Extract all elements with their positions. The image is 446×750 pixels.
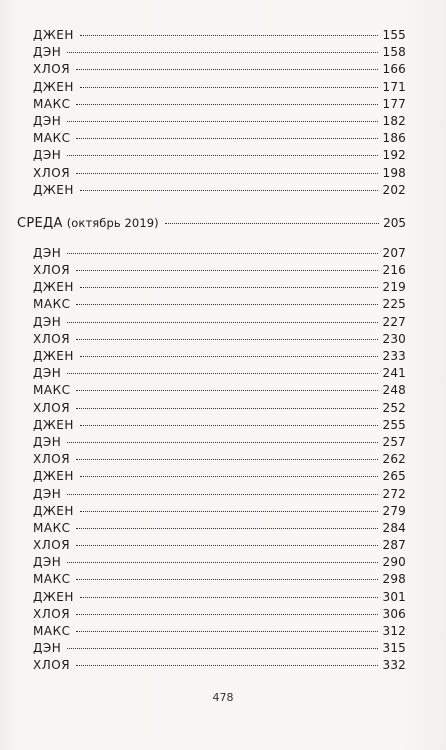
entry-chapter-name: ХЛОЯ (33, 606, 71, 621)
section-title: СРЕДА (17, 215, 63, 231)
toc-entry (33, 435, 406, 452)
entry-page-number: 257 (382, 434, 406, 449)
entry-page-number: 233 (382, 349, 406, 363)
toc-entry (33, 80, 406, 97)
dot-leader (76, 339, 378, 340)
dot-leader (67, 562, 378, 563)
entry-chapter-name: ДЭН (33, 314, 62, 329)
dot-leader (76, 270, 378, 271)
dot-leader (67, 373, 378, 374)
entry-page-number: 262 (382, 452, 406, 467)
entry-chapter-name: ХЛОЯ (33, 400, 71, 415)
toc-entry (33, 366, 406, 383)
dot-leader (80, 87, 379, 88)
entry-chapter-name: МАКС (33, 520, 71, 535)
toc-entry (33, 590, 406, 607)
entry-chapter-name: МАКС (33, 383, 71, 398)
toc-entry (33, 114, 406, 131)
entry-page-number: 241 (382, 366, 406, 381)
toc-entry (33, 131, 406, 148)
entry-page-number: 230 (382, 331, 406, 346)
dot-leader (80, 511, 379, 512)
toc-entry (33, 315, 406, 332)
dot-leader (76, 173, 378, 174)
dot-leader (67, 253, 378, 254)
dot-leader (67, 442, 378, 443)
dot-leader (76, 304, 378, 305)
entry-chapter-name: ДЖЕН (33, 182, 74, 197)
entry-chapter-name: ДЭН (33, 555, 62, 570)
entry-page-number: 255 (382, 417, 406, 432)
dot-leader (80, 287, 379, 288)
dot-leader (67, 322, 378, 323)
toc-entry (33, 246, 406, 263)
toc-entry (33, 263, 406, 280)
toc-entry (33, 166, 406, 183)
entry-page-number: 177 (382, 96, 406, 111)
toc-group-2 (33, 246, 406, 676)
entry-page-number: 290 (382, 555, 406, 570)
dot-leader (76, 104, 378, 105)
toc-entry (33, 297, 406, 314)
entry-chapter-name: МАКС (33, 572, 71, 587)
toc-entry (33, 469, 406, 486)
toc-entry (33, 658, 406, 675)
dot-leader (76, 579, 378, 580)
entry-chapter-name: МАКС (33, 297, 71, 312)
entry-page-number: 158 (382, 45, 406, 60)
toc-group-1 (33, 28, 406, 200)
dot-leader (80, 425, 379, 426)
entry-page-number: 202 (382, 182, 406, 197)
entry-page-number: 207 (382, 245, 406, 260)
entry-page-number: 315 (382, 641, 406, 656)
dot-leader (67, 494, 378, 495)
toc-entry (33, 555, 406, 572)
dot-leader (76, 69, 378, 70)
entry-page-number: 298 (382, 572, 406, 587)
entry-chapter-name: МАКС (33, 624, 71, 638)
entry-chapter-name: ДЖЕН (33, 79, 74, 94)
dot-leader (80, 597, 379, 598)
entry-page-number: 284 (382, 520, 406, 535)
entry-chapter-name: ХЛОЯ (33, 62, 71, 77)
toc-entry (33, 418, 406, 435)
dot-leader (165, 223, 379, 224)
toc-entry (33, 572, 406, 589)
toc-entry (33, 452, 406, 469)
entry-chapter-name: ДЭН (33, 486, 62, 501)
entry-chapter-name: ДЭН (33, 366, 62, 381)
entry-page-number: 192 (382, 148, 406, 163)
entry-page-number: 332 (382, 658, 406, 673)
toc-entry (33, 148, 406, 165)
entry-chapter-name: ДЭН (33, 434, 62, 449)
entry-page-number: 279 (382, 503, 406, 518)
dot-leader (76, 545, 378, 546)
entry-chapter-name: ХЛОЯ (33, 165, 71, 180)
entry-chapter-name: МАКС (33, 131, 71, 146)
toc-entry (33, 97, 406, 114)
entry-page-number: 155 (382, 28, 406, 42)
entry-chapter-name: ХЛОЯ (33, 331, 71, 346)
toc-section-heading (17, 216, 406, 233)
entry-chapter-name: ДЭН (33, 245, 62, 260)
toc-entry (33, 521, 406, 538)
page-folio: 478 (212, 691, 234, 704)
entry-page-number: 227 (382, 314, 406, 329)
toc-entry (33, 280, 406, 297)
dot-leader (76, 614, 378, 615)
dot-leader (80, 35, 379, 36)
entry-chapter-name: ДЭН (33, 45, 62, 60)
entry-page-number: 225 (382, 297, 406, 312)
section-page-number: 205 (383, 215, 406, 230)
entry-page-number: 198 (382, 165, 406, 180)
table-of-contents (17, 28, 406, 676)
section-subtitle: (октябрь 2019) (66, 215, 159, 230)
toc-entry (33, 624, 406, 641)
toc-entry (33, 383, 406, 400)
entry-chapter-name: ХЛОЯ (33, 538, 71, 553)
entry-chapter-name: ДЖЕН (33, 589, 74, 604)
toc-entry (33, 28, 406, 45)
toc-entry (33, 349, 406, 366)
dot-leader (76, 665, 378, 666)
entry-chapter-name: ДЭН (33, 113, 62, 128)
dot-leader (80, 356, 379, 357)
dot-leader (80, 476, 379, 477)
dot-leader (76, 138, 378, 139)
entry-page-number: 166 (382, 62, 406, 77)
entry-chapter-name: ХЛОЯ (33, 452, 71, 467)
dot-leader (76, 459, 378, 460)
toc-entry (33, 62, 406, 79)
entry-page-number: 182 (382, 113, 406, 128)
dot-leader (67, 155, 378, 156)
toc-entry (33, 401, 406, 418)
entry-chapter-name: ДЖЕН (33, 503, 74, 518)
toc-entry (33, 504, 406, 521)
entry-chapter-name: ДЖЕН (33, 349, 74, 363)
entry-page-number: 219 (382, 280, 406, 295)
entry-chapter-name: ДЖЕН (33, 417, 74, 432)
toc-entry (33, 538, 406, 555)
entry-chapter-name: ДЖЕН (33, 469, 74, 484)
entry-page-number: 252 (382, 400, 406, 415)
toc-entry (33, 641, 406, 658)
entry-page-number: 301 (382, 589, 406, 604)
toc-entry (33, 183, 406, 200)
entry-page-number: 186 (382, 131, 406, 146)
toc-entry (33, 607, 406, 624)
dot-leader (80, 190, 379, 191)
toc-entry (33, 487, 406, 504)
entry-chapter-name: ДЖЕН (33, 28, 74, 42)
entry-page-number: 312 (382, 624, 406, 638)
entry-chapter-name: ДЭН (33, 641, 62, 656)
dot-leader (76, 528, 378, 529)
entry-chapter-name: ХЛОЯ (33, 263, 71, 278)
dot-leader (67, 52, 378, 53)
entry-page-number: 171 (382, 79, 406, 94)
entry-page-number: 216 (382, 263, 406, 278)
entry-page-number: 306 (382, 606, 406, 621)
entry-chapter-name: ДЭН (33, 148, 62, 163)
toc-entry (33, 45, 406, 62)
dot-leader (76, 390, 378, 391)
entry-chapter-name: ДЖЕН (33, 280, 74, 295)
entry-chapter-name: МАКС (33, 96, 71, 111)
dot-leader (76, 631, 378, 632)
entry-page-number: 287 (382, 538, 406, 553)
entry-chapter-name: ХЛОЯ (33, 658, 71, 673)
entry-page-number: 272 (382, 486, 406, 501)
entry-page-number: 248 (382, 383, 406, 398)
dot-leader (67, 648, 378, 649)
dot-leader (76, 408, 378, 409)
entry-page-number: 265 (382, 469, 406, 484)
dot-leader (67, 121, 378, 122)
toc-entry (33, 332, 406, 349)
